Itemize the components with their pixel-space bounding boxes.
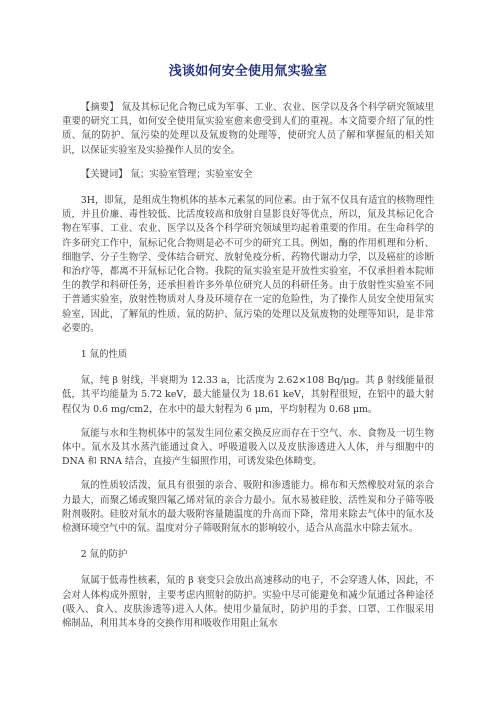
section-1-paragraph-2: 氚能与水和生物机体中的氢发生同位素交换反应而存在于空气、水、食物及一切生物体中。氚水及其水蒸汽能通过食入、呼吸道吸入以及皮肤渗透进入人体，并与细胞中的 DNA 和 RNA 结合，直接产生辐照作用，可诱发染色体畸变。 [62, 427, 434, 468]
spacer [62, 469, 434, 479]
section-1-paragraph-3: 氚的性质较活泼，氚具有很强的亲合、吸附和渗透能力。棉布和天然橡胶对氚的亲合力最大，而聚乙烯或聚四氟乙烯对氚的亲合力最小。氚水易被硅胶、活性炭和分子筛等吸附剂吸附。硅胶对氚水的最大吸附容量随温度的升高而下降，常用来除去气体中的氚水及检测环境空气中的氚。温度对分子筛吸附氚水的影响较小，适合从高温水中除去氚水。 [62, 480, 434, 535]
spacer [62, 182, 434, 194]
spacer [62, 417, 434, 427]
spacer [62, 562, 434, 574]
intro-paragraph: 3H，即氚，是组成生物机体的基本元素氢的同位素。由于氚不仅具有适宜的核物理性质，并且价廉、毒性较低、比活度较高和放射自显影良好等优点，所以，氚及其标记化合物在军事、工业、农业、医学以及各个科学研究领域里均起着重要的作用。在生命科学的许多研究工作中，氚标记化合物则是必不可少的研究工具。例如，酶的作用机理和分析、细胞学、分子生物学、受体结合研究、放射免疫分析、药物代谢动力学，以及癌症的诊断和治疗等，都离不开氚标记化合物。我院的氚实验室是开放性实验室，不仅承担着本院师生的教学和科研任务，还承担着许多外单位研究人员的科研任务。由于放射性实验室不同于普通实验室，放射性物质对人身及环境存在一定的危险性，为了操作人员安全使用氚实验室，因此，了解氚的性质、氚的防护、氚污染的处理以及氚废物的处理等知识，是非常必要的。 [62, 195, 434, 334]
spacer [62, 536, 434, 548]
section-2-paragraph-1: 氚属于低毒性核素，氚的 β 衰变只会放出高速移动的电子，不会穿透人体，因此，不会对人体构成外照射，主要考虑内照射的防护。实验中尽可能避免和减少氚通过各种途径(吸入、食入、皮肤渗透等)进入人体。使用少量氚时，防护用的手套、口罩、工作服采用棉制品，利用其本身的交换作用和吸收作用阻止氚水 [62, 575, 434, 630]
abstract-paragraph: 【摘要】 氚及其标记化合物已成为军事、工业、农业、医学以及各个科学研究领域里重要的研究工具，如何安全使用氚实验室愈来愈受到人们的重视。本文简要介绍了氚的性质、氚的防护、氚污染的处理以及氚废物的处理等，使研究人员了解和掌握氚的相关知识，以保证实验室及实验操作人员的安全。 [62, 102, 434, 156]
spacer [62, 158, 434, 168]
spacer [62, 362, 434, 374]
spacer [62, 336, 434, 348]
section-2-heading: 2 氚的防护 [80, 549, 128, 561]
section-1-paragraph-1: 氚，纯 β 射线，半衰期为 12.33 a，比活度为 2.62×108 Bq/μg。其 β 射线能量很低，其平均能量为 5.72 keV，最大能量仅为 18.61 keV，其射程很短，在铝中的最大射程仅为 0.6 mg/cm2，在水中的最大射程为 6 μm，平均射程为 0.68 μm。 [62, 375, 434, 415]
section-1-heading: 1 氚的性质 [80, 349, 128, 361]
document-title: 浅谈如何安全使用氚实验室 [168, 64, 328, 79]
keywords-paragraph: 【关键词】 氚；实验室管理；实验室安全 [80, 168, 253, 180]
